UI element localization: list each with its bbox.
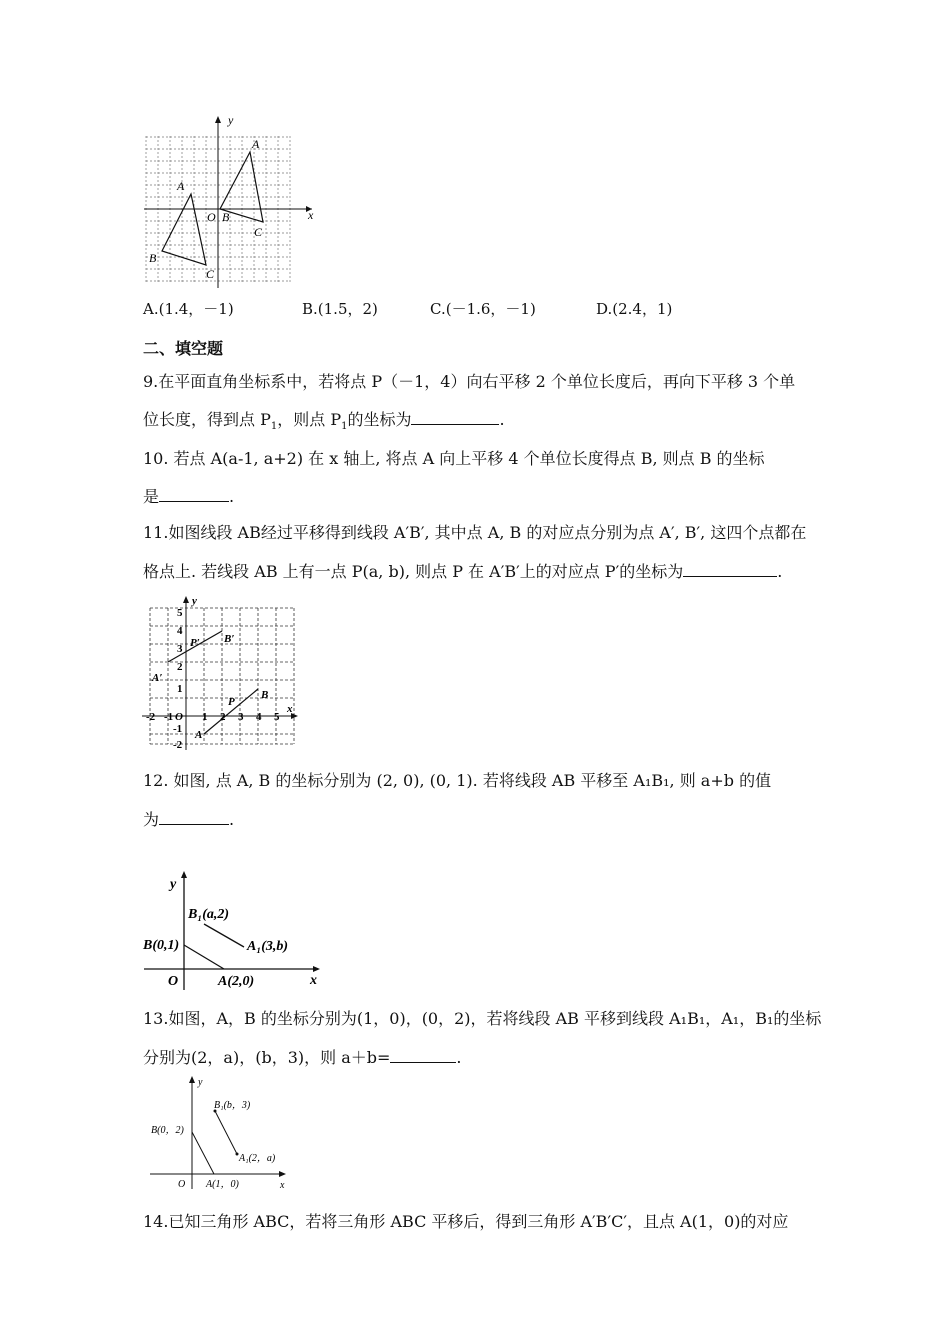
svg-text:5: 5 bbox=[177, 607, 183, 619]
q10-text: 是 bbox=[143, 487, 160, 506]
q13-line-1: 13.如图，A，B 的坐标分别为(1，0)，(0，2)，若将线段 AB 平移到线段 A₁B₁，A₁，B₁的坐标 bbox=[143, 1009, 822, 1028]
q9-sub-1: 1 bbox=[270, 421, 278, 433]
q8-option-a: A.(1.4，－1) bbox=[143, 300, 234, 318]
q12-y-label: y bbox=[170, 877, 177, 892]
q8-label-A-left: A bbox=[177, 179, 185, 193]
svg-text:3: 3 bbox=[238, 711, 244, 723]
q9-text-b: ，则点 P bbox=[277, 410, 342, 429]
q12-text: 为 bbox=[143, 810, 160, 829]
svg-text:1: 1 bbox=[177, 683, 183, 695]
q8-option-d: D.(2.4，1) bbox=[596, 300, 673, 318]
svg-text:-1: -1 bbox=[173, 723, 183, 735]
q13-segment-AB bbox=[192, 1132, 214, 1174]
q11-line-1: 11.如图线段 AB经过平移得到线段 A′B′, 其中点 A, B 的对应点分别为点 A′, B′, 这四个点都在 bbox=[143, 523, 807, 542]
q12-end: . bbox=[229, 810, 235, 829]
q11-x-ticks bbox=[146, 711, 280, 723]
q8-triangle-left bbox=[162, 194, 206, 265]
q11-label-A: A bbox=[195, 729, 203, 741]
q11-label-P: P bbox=[228, 696, 235, 708]
q11-y-label: y bbox=[192, 595, 197, 607]
q13-figure bbox=[140, 1073, 300, 1191]
q13-x-label: x bbox=[280, 1180, 285, 1191]
q9-sub-2: 1 bbox=[341, 421, 348, 433]
q11-answer-blank[interactable] bbox=[683, 560, 777, 577]
q12-label-A: A(2,0) bbox=[218, 974, 255, 989]
q12-label-A1: A₁(3,b) bbox=[247, 939, 289, 954]
section-title: 二、填空题 bbox=[143, 339, 224, 358]
q12-answer-blank[interactable] bbox=[159, 808, 229, 825]
svg-text:1: 1 bbox=[202, 711, 208, 723]
q13-label-A: A(1，0) bbox=[206, 1179, 239, 1190]
svg-text:-1: -1 bbox=[164, 711, 174, 723]
q11-end: . bbox=[777, 562, 783, 581]
q11-label-B-prime: B′ bbox=[224, 633, 235, 645]
q10-end: . bbox=[229, 487, 235, 506]
q9-text-a: 位长度，得到点 P bbox=[143, 410, 271, 429]
q12-label-B: B(0,1) bbox=[143, 938, 180, 953]
q10-line-2 bbox=[143, 485, 813, 507]
q13-line-2 bbox=[143, 1046, 813, 1068]
q10-answer-blank[interactable] bbox=[159, 485, 229, 502]
q13-label-A1: A₁(2，a) bbox=[239, 1153, 276, 1164]
q11-grid bbox=[150, 608, 294, 744]
q9-text-c: 的坐标为 bbox=[347, 410, 412, 429]
q13-segment-A1B1 bbox=[215, 1111, 237, 1154]
svg-text:-2: -2 bbox=[173, 739, 183, 751]
q14-line-1: 14.已知三角形 ABC，若将三角形 ABC 平移后，得到三角形 A′B′C′，且点 A(1，0)的对应 bbox=[143, 1212, 789, 1231]
q10-line-1: 10. 若点 A(a-1, a+2) 在 x 轴上, 将点 A 向上平移 4 个单位长度得点 B, 则点 B 的坐标 bbox=[143, 449, 765, 468]
svg-text:O: O bbox=[175, 711, 183, 723]
q8-label-B-left: B bbox=[149, 251, 157, 265]
svg-text:4: 4 bbox=[256, 711, 262, 723]
q12-segment-A1B1 bbox=[204, 924, 244, 947]
q11-line-2 bbox=[143, 560, 813, 582]
q8-label-C-left: C bbox=[206, 267, 215, 281]
q13-label-O: O bbox=[178, 1179, 186, 1190]
q11-y-ticks bbox=[173, 607, 183, 751]
q13-label-B1: B₁(b，3) bbox=[214, 1100, 251, 1111]
q13-y-label: y bbox=[198, 1077, 203, 1088]
q8-option-b: B.(1.5，2) bbox=[302, 300, 378, 318]
svg-text:5: 5 bbox=[274, 711, 280, 723]
q9-end: . bbox=[499, 410, 505, 429]
q11-label-P-prime: P′ bbox=[190, 637, 200, 649]
q11-label-B: B bbox=[261, 689, 269, 701]
q8-label-B-right: B bbox=[222, 210, 230, 224]
q8-option-c: C.(－1.6，－1) bbox=[430, 300, 536, 318]
q12-line-1: 12. 如图, 点 A, B 的坐标分别为 (2, 0), (0, 1). 若将线段 AB 平移至 A₁B₁, 则 a+b 的值 bbox=[143, 771, 772, 790]
q12-line-2 bbox=[143, 808, 813, 830]
q8-y-label: y bbox=[228, 113, 234, 127]
q12-x-label: x bbox=[310, 973, 317, 988]
q13-answer-blank[interactable] bbox=[390, 1046, 456, 1063]
svg-text:3: 3 bbox=[177, 643, 183, 655]
q11-figure bbox=[140, 592, 300, 752]
q13-label-B: B(0，2) bbox=[151, 1125, 184, 1136]
svg-text:4: 4 bbox=[177, 625, 183, 637]
q11-text: 格点上. 若线段 AB 上有一点 P(a, b), 则点 P 在 A′B′上的对应点 P′的坐标为 bbox=[143, 562, 684, 581]
q8-label-C-right: C bbox=[254, 225, 263, 239]
q12-figure bbox=[140, 868, 325, 996]
q8-x-label: x bbox=[308, 208, 314, 222]
q8-label-A-right: A bbox=[252, 137, 260, 151]
q8-label-O: O bbox=[207, 210, 216, 224]
q13-text: 分别为(2，a)，(b，3)，则 a＋b= bbox=[143, 1048, 391, 1067]
svg-text:-2: -2 bbox=[146, 711, 156, 723]
svg-text:2: 2 bbox=[220, 711, 226, 723]
q9-answer-blank[interactable] bbox=[411, 408, 499, 425]
svg-text:2: 2 bbox=[177, 661, 183, 673]
q11-x-label: x bbox=[287, 703, 293, 715]
q12-label-B1: B₁(a,2) bbox=[188, 907, 230, 922]
q9-line-2 bbox=[143, 408, 813, 437]
q8-figure bbox=[140, 112, 325, 292]
q13-end: . bbox=[456, 1048, 462, 1067]
q12-label-O: O bbox=[168, 974, 179, 989]
q11-label-A-prime: A′ bbox=[152, 672, 163, 684]
q12-segment-AB bbox=[184, 945, 224, 969]
q9-line-1: 9.在平面直角坐标系中，若将点 P（－1，4）向右平移 2 个单位长度后，再向下平移 3 个单 bbox=[143, 372, 796, 391]
